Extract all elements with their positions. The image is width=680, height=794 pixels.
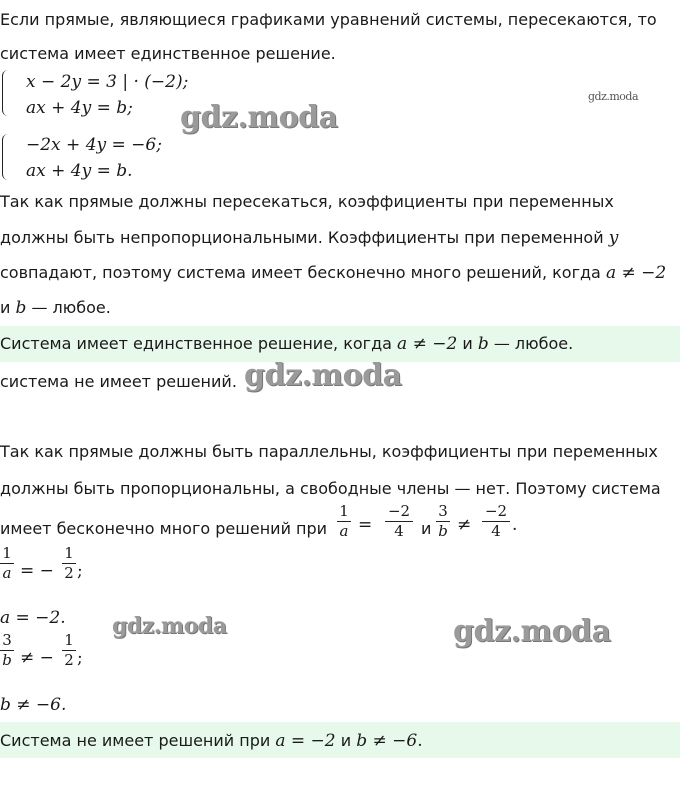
calc-1-end: ; xyxy=(77,561,83,581)
intro-line-1: Если прямые, являющиеся графиками уравнений системы, пересекаются, то xyxy=(0,10,657,29)
watermark-large-2: gdz.moda xyxy=(244,358,402,393)
calc-1-relation: = − xyxy=(20,561,54,581)
calc-fraction-1-over-2-b: 1 2 xyxy=(62,632,76,669)
watermark-small-top: gdz.moda xyxy=(588,90,639,103)
reason1-line-3: совпадают, поэтому система имеет бесконечно много решений, когда a ≠ −2 xyxy=(0,263,667,283)
system2-eq2: ax + 4y = b. xyxy=(26,161,133,181)
fraction-1-over-a: 1 a xyxy=(337,503,351,540)
period: . xyxy=(512,515,518,535)
reason1-line-4: и b — любое. xyxy=(0,298,111,318)
calc-2-end: ; xyxy=(77,648,83,668)
no-solutions-line: система не имеет решений. xyxy=(0,372,237,391)
reason2-line-2: должны быть пропорциональны, а свободные члены — нет. Поэтому система xyxy=(0,479,661,498)
system2-eq1: −2x + 4y = −6; xyxy=(26,135,162,155)
fraction-minus2-over-4-b: −2 4 xyxy=(482,503,510,540)
calc-2-relation: ≠ − xyxy=(20,648,54,668)
watermark-large-3: gdz.moda xyxy=(453,614,611,649)
and-word: и xyxy=(421,519,432,538)
calc-fraction-3-over-b: 3 b xyxy=(0,632,14,669)
system-brace-1 xyxy=(2,70,12,116)
fraction-3-over-b: 3 b xyxy=(436,503,450,540)
watermark-large-1: gdz.moda xyxy=(180,100,338,135)
equals-sign: = xyxy=(358,515,373,535)
reason1-line-1: Так как прямые должны пересекаться, коэффициенты при переменных xyxy=(0,192,614,211)
a-result: a = −2. xyxy=(0,608,66,628)
reason2-line-1: Так как прямые должны быть параллельны, коэффициенты при переменных xyxy=(0,442,658,461)
fraction-minus2-over-4-a: −2 4 xyxy=(385,503,413,540)
system1-eq1: x − 2y = 3 | · (−2); xyxy=(26,72,189,92)
watermark-medium: gdz.moda xyxy=(112,613,227,639)
intro-line-2: система имеет единственное решение. xyxy=(0,44,336,63)
system-brace-2 xyxy=(2,134,12,180)
system1-eq2: ax + 4y = b; xyxy=(26,98,133,118)
answer-2: Система не имеет решений при a = −2 и b ≠ −6. xyxy=(0,731,423,751)
not-equal-sign: ≠ xyxy=(457,515,472,535)
reason1-line-2: должны быть непропорциональными. Коэффициенты при переменной y xyxy=(0,228,619,248)
reason2-line-3-text: имеет бесконечно много решений при xyxy=(0,519,328,538)
b-result: b ≠ −6. xyxy=(0,695,67,715)
answer-1: Система имеет единственное решение, когда a ≠ −2 и b — любое. xyxy=(0,334,574,354)
calc-fraction-1-over-2-a: 1 2 xyxy=(62,545,76,582)
calc-fraction-1-over-a: 1 a xyxy=(0,545,14,582)
